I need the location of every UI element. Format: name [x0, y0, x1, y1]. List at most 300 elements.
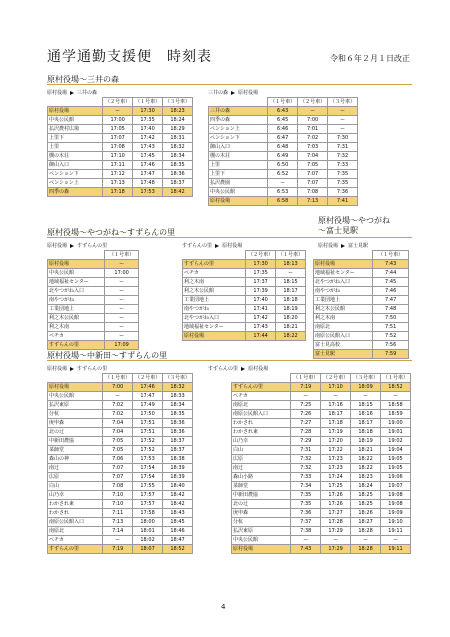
departure-time: 17:48 — [133, 179, 163, 188]
table-row — [209, 161, 358, 170]
departure-time: 17:51 — [133, 428, 163, 437]
stop-name: 地域福祉センター — [48, 278, 105, 287]
departure-time: ー — [105, 287, 139, 296]
stop-name: 森山小路 — [232, 473, 291, 482]
table-row — [232, 428, 411, 437]
stop-name: 原村役場 — [209, 197, 268, 206]
arrow-right-icon — [70, 91, 74, 95]
table-row — [209, 170, 358, 179]
departure-time: ー — [381, 392, 411, 401]
departure-time: 17:29 — [321, 527, 351, 536]
table-row — [48, 332, 139, 341]
table-row — [314, 287, 409, 296]
departure-time: 17:53 — [133, 188, 163, 197]
stop-name: 上里下 — [48, 134, 103, 143]
departure-time: 19:04 — [381, 446, 411, 455]
departure-time: 7:46 — [373, 287, 409, 296]
stop-name: ペンション上 — [48, 179, 103, 188]
stop-name: 工業団地上 — [183, 296, 246, 305]
stop-name: 利之木公民館 — [314, 305, 373, 314]
departure-time: ー — [351, 536, 381, 545]
table-row — [314, 341, 409, 350]
departure-time: 17:27 — [321, 509, 351, 518]
table-row — [183, 296, 306, 305]
departure-time: ー — [103, 107, 133, 116]
departure-time: 18:42 — [163, 188, 193, 197]
departure-time: 17:35 — [133, 116, 163, 125]
table-row — [48, 323, 139, 332]
departure-time: 17:12 — [103, 170, 133, 179]
departure-time: 18:15 — [276, 278, 306, 287]
departure-time: 17:30 — [246, 260, 276, 269]
departure-time: 6:47 — [268, 134, 298, 143]
column-header: （１号車） — [133, 98, 163, 107]
departure-time: 18:18 — [276, 296, 306, 305]
departure-time: 17:43 — [133, 143, 163, 152]
departure-time: 18:25 — [351, 491, 381, 500]
route-to: すずらんの里 — [77, 366, 108, 372]
table-row — [209, 116, 358, 125]
stop-name: すずらんの里 — [232, 383, 291, 392]
stop-name: 原村役場 — [48, 260, 105, 269]
stop-name: 払沢東原 — [232, 527, 291, 536]
route-from: 原村役場 — [47, 90, 68, 96]
table-row — [232, 536, 411, 545]
table-row — [209, 107, 358, 116]
table-row — [48, 287, 139, 296]
departure-time: 17:10 — [103, 152, 133, 161]
table-row — [232, 410, 411, 419]
departure-time: 7:07 — [103, 473, 133, 482]
table-row — [314, 332, 409, 341]
departure-time: 7:34 — [291, 482, 321, 491]
table-row — [48, 143, 193, 152]
table-row — [209, 134, 358, 143]
table-row — [314, 314, 409, 323]
departure-time: 18:32 — [163, 143, 193, 152]
stop-name: ベチカ — [183, 269, 246, 278]
departure-time: 18:38 — [163, 455, 193, 464]
departure-time: 18:29 — [163, 125, 193, 134]
arrow-right-icon — [341, 244, 345, 248]
departure-time: 7:43 — [291, 545, 321, 554]
departure-time: 18:37 — [163, 437, 193, 446]
revision-date: 令和６年２月１日改正 — [330, 54, 410, 63]
departure-time: 18:07 — [133, 545, 163, 554]
departure-time: 17:23 — [321, 455, 351, 464]
table-row — [48, 116, 193, 125]
stop-name: 庚申森 — [48, 419, 103, 428]
table-row — [209, 197, 358, 206]
departure-time: ー — [105, 305, 139, 314]
table-row — [232, 383, 411, 392]
departure-time: 18:46 — [163, 527, 193, 536]
departure-time: 7:07 — [298, 170, 328, 179]
departure-time: 17:42 — [133, 134, 163, 143]
departure-time: 7:31 — [328, 143, 358, 152]
route-header — [318, 242, 368, 249]
departure-time: ー — [321, 392, 351, 401]
stop-name: 中央公民館 — [48, 392, 103, 401]
column-header: （３号車） — [328, 98, 358, 107]
departure-time: 18:36 — [163, 419, 193, 428]
departure-time: 19:05 — [381, 455, 411, 464]
departure-time: 7:27 — [291, 419, 321, 428]
table-row — [314, 305, 409, 314]
departure-time: 7:33 — [291, 473, 321, 482]
table-header-row — [48, 98, 193, 107]
departure-time: 7:03 — [298, 143, 328, 152]
departure-time: 19:00 — [381, 419, 411, 428]
departure-time: 17:43 — [246, 323, 276, 332]
departure-time: 7:13 — [298, 197, 328, 206]
table-row — [48, 179, 193, 188]
departure-time: 18:09 — [351, 383, 381, 392]
table-header-row — [48, 251, 139, 260]
departure-time: 6:48 — [268, 143, 298, 152]
stop-name: ベチカ — [48, 536, 103, 545]
stop-name: 地域福祉センター — [183, 323, 246, 332]
departure-time: ー — [328, 116, 358, 125]
departure-time: 7:05 — [103, 446, 133, 455]
table-row — [314, 296, 409, 305]
departure-time: 17:47 — [133, 392, 163, 401]
stop-name: 原村役場 — [48, 107, 103, 116]
table-row — [232, 509, 411, 518]
departure-time: 17:10 — [321, 383, 351, 392]
departure-time: 7:05 — [103, 437, 133, 446]
departure-time: ー — [291, 392, 321, 401]
departure-time: 7:05 — [298, 161, 328, 170]
table-row — [48, 260, 139, 269]
stop-name: 中新田農協 — [232, 491, 291, 500]
table-row — [209, 152, 358, 161]
table-row — [48, 500, 193, 509]
arrow-right-icon — [215, 244, 219, 248]
departure-time: 6:52 — [268, 170, 298, 179]
table-row — [314, 269, 409, 278]
departure-time: 17:58 — [133, 509, 163, 518]
table-row — [48, 491, 193, 500]
table-row — [48, 518, 193, 527]
arrow-right-icon — [70, 244, 74, 248]
stop-name: 菜師堂 — [48, 446, 103, 455]
stop-name: 南原公民館入口 — [314, 332, 373, 341]
column-header: （２号車） — [103, 98, 133, 107]
stop-name: 広原 — [232, 455, 291, 464]
departure-time: 18:13 — [276, 260, 306, 269]
departure-time: 17:47 — [133, 170, 163, 179]
table-row — [232, 473, 411, 482]
departure-time: 7:37 — [291, 518, 321, 527]
table-row — [48, 401, 193, 410]
departure-time: 19:09 — [381, 509, 411, 518]
departure-time: 18:22 — [276, 332, 306, 341]
table-header-row — [232, 374, 411, 383]
departure-time: 18:36 — [163, 428, 193, 437]
table-row — [232, 392, 411, 401]
column-header: （１号車） — [381, 374, 411, 383]
route-from: すずらんの里 — [208, 366, 239, 372]
stop-name: 上里 — [48, 143, 103, 152]
table-row — [314, 260, 409, 269]
column-header: （１号車） — [276, 251, 306, 260]
departure-time: 7:41 — [328, 197, 358, 206]
departure-time: 6:46 — [268, 125, 298, 134]
departure-time: 18:42 — [163, 500, 193, 509]
route-to: 三井の森 — [77, 90, 98, 96]
departure-time: ー — [105, 260, 139, 269]
section-title-mitsui: 原村役場～三井の森 — [47, 75, 119, 84]
departure-time: 7:52 — [373, 332, 409, 341]
table-row — [314, 278, 409, 287]
column-header: （１号車） — [373, 251, 409, 260]
departure-time: 19:07 — [381, 482, 411, 491]
stop-name: わかされ東 — [232, 428, 291, 437]
departure-time: 18:25 — [351, 500, 381, 509]
departure-time: 19:06 — [381, 473, 411, 482]
departure-time: 7:36 — [291, 509, 321, 518]
departure-time: 7:00 — [298, 116, 328, 125]
table-row — [48, 188, 193, 197]
departure-time: 18:33 — [163, 392, 193, 401]
column-header: （２号車） — [133, 374, 163, 383]
table-row — [183, 305, 306, 314]
departure-time: ー — [298, 107, 328, 116]
departure-time: 7:08 — [103, 482, 133, 491]
stop-name: ペンション下 — [209, 134, 268, 143]
departure-time: 7:32 — [291, 455, 321, 464]
table-row — [232, 518, 411, 527]
table-row — [209, 179, 358, 188]
departure-time: 18:59 — [381, 410, 411, 419]
route-from: 原村役場 — [47, 366, 68, 372]
header-blank — [183, 251, 246, 260]
table-row — [209, 188, 358, 197]
table-row — [48, 170, 193, 179]
departure-time: 17:46 — [133, 161, 163, 170]
departure-time: ー — [328, 125, 358, 134]
stop-name: 白山 — [48, 482, 103, 491]
departure-time: 17:57 — [133, 500, 163, 509]
table-row — [48, 278, 139, 287]
departure-time: 17:18 — [321, 419, 351, 428]
departure-time: 18:52 — [381, 383, 411, 392]
departure-time: 17:54 — [133, 473, 163, 482]
departure-time: 18:39 — [163, 464, 193, 473]
departure-time: 7:07 — [103, 464, 133, 473]
stop-name: 三井の森 — [209, 107, 268, 116]
section-rule — [47, 237, 412, 238]
departure-time: 18:35 — [163, 161, 193, 170]
stop-name: 森山の神 — [48, 455, 103, 464]
departure-time: 19:05 — [381, 464, 411, 473]
table-row — [48, 296, 139, 305]
departure-time: 17:25 — [321, 482, 351, 491]
table-row — [183, 260, 306, 269]
departure-time: 7:48 — [373, 305, 409, 314]
departure-time: ー — [105, 296, 139, 305]
departure-time: 7:32 — [328, 152, 358, 161]
table-row — [209, 143, 358, 152]
departure-time: 7:26 — [291, 410, 321, 419]
departure-time: ー — [105, 323, 139, 332]
departure-time: 17:13 — [103, 179, 133, 188]
header-blank — [48, 374, 103, 383]
table-row — [183, 287, 306, 296]
departure-time: 17:51 — [133, 419, 163, 428]
table-row — [183, 323, 306, 332]
departure-time: 18:15 — [351, 401, 381, 410]
departure-time: 18:39 — [163, 473, 193, 482]
departure-time: 7:50 — [373, 314, 409, 323]
departure-time: 7:29 — [291, 437, 321, 446]
departure-time: 18:02 — [133, 536, 163, 545]
stop-name: 南原北 — [48, 527, 103, 536]
stop-name: 四季の森 — [209, 116, 268, 125]
stop-name: 中央公民館 — [232, 536, 291, 545]
stop-name: 利之木南 — [314, 314, 373, 323]
stop-name: ペンション下 — [48, 170, 103, 179]
timetable-mitsui-inbound — [208, 97, 358, 206]
departure-time: 17:08 — [103, 143, 133, 152]
stop-name: わかされ東 — [48, 500, 103, 509]
stop-name: 富士見高校 — [314, 341, 373, 350]
departure-time: 19:08 — [381, 491, 411, 500]
route-from: 三井の森 — [208, 90, 229, 96]
departure-time: 17:55 — [133, 482, 163, 491]
stop-name: 南辻 — [232, 464, 291, 473]
table-row — [48, 383, 193, 392]
table-row — [48, 152, 193, 161]
departure-time: 18:47 — [163, 536, 193, 545]
departure-time: ー — [291, 536, 321, 545]
table-header-row — [48, 374, 193, 383]
departure-time: 18:20 — [276, 314, 306, 323]
table-row — [48, 341, 139, 350]
table-row — [232, 545, 411, 554]
column-header: （２号車） — [246, 251, 276, 260]
departure-time: 17:39 — [246, 287, 276, 296]
stop-name: 南やつがね — [48, 296, 105, 305]
departure-time: 18:31 — [163, 134, 193, 143]
departure-time: 7:11 — [103, 509, 133, 518]
table-row — [48, 536, 193, 545]
stop-name: ペンション上 — [209, 125, 268, 134]
route-to: すずらんの里 — [77, 243, 108, 249]
departure-time: 7:45 — [373, 278, 409, 287]
departure-time: 6:53 — [268, 188, 298, 197]
stop-name: 北の辻 — [48, 428, 103, 437]
table-row — [314, 350, 409, 359]
header-blank — [209, 98, 268, 107]
departure-time: 17:46 — [133, 383, 163, 392]
departure-time: 6:43 — [268, 107, 298, 116]
departure-time: 6:50 — [268, 161, 298, 170]
departure-time: 7:02 — [298, 134, 328, 143]
departure-time: ー — [268, 179, 298, 188]
stop-name: 原村役場 — [183, 332, 246, 341]
table-row — [183, 332, 306, 341]
departure-time: 7:10 — [103, 491, 133, 500]
departure-time: 17:53 — [133, 455, 163, 464]
arrow-right-icon — [241, 367, 245, 371]
departure-time: 17:37 — [246, 278, 276, 287]
departure-time: 7:01 — [298, 125, 328, 134]
departure-time: ー — [276, 269, 306, 278]
departure-time: 17:09 — [105, 341, 139, 350]
departure-time: 7:07 — [298, 179, 328, 188]
table-row — [232, 482, 411, 491]
departure-time: 18:43 — [163, 509, 193, 518]
departure-time: 7:44 — [373, 269, 409, 278]
departure-time: 7:19 — [291, 383, 321, 392]
departure-time: 17:00 — [105, 269, 139, 278]
table-row — [232, 491, 411, 500]
departure-time: 17:30 — [133, 107, 163, 116]
departure-time: 19:02 — [381, 437, 411, 446]
stop-name: 分杭 — [232, 518, 291, 527]
departure-time: 18:37 — [163, 179, 193, 188]
table-row — [183, 278, 306, 287]
departure-time: ー — [321, 536, 351, 545]
departure-time: 17:54 — [133, 464, 163, 473]
departure-time: 19:08 — [381, 500, 411, 509]
stop-name: 工業団地上 — [314, 296, 373, 305]
stop-name: すずらんの里 — [48, 341, 105, 350]
table-row — [48, 446, 193, 455]
stop-name: 山乃幸 — [232, 437, 291, 446]
departure-time: 17:18 — [103, 188, 133, 197]
departure-time: 7:31 — [291, 446, 321, 455]
stop-name: 南やつがね — [183, 305, 246, 314]
departure-time: 18:35 — [163, 410, 193, 419]
route-to: 原村役場 — [238, 90, 259, 96]
departure-time: 17:23 — [321, 464, 351, 473]
departure-time: 18:23 — [351, 473, 381, 482]
stop-name: 地域福祉センター — [314, 269, 373, 278]
departure-time: 7:51 — [373, 323, 409, 332]
route-to: 原村役場 — [248, 366, 269, 372]
departure-time: 18:18 — [351, 428, 381, 437]
stop-name: 払沢農村広場 — [48, 125, 103, 134]
route-header — [47, 365, 107, 372]
departure-time: 17:40 — [246, 296, 276, 305]
departure-time: 19:01 — [381, 428, 411, 437]
departure-time: ー — [105, 332, 139, 341]
arrow-right-icon — [231, 91, 235, 95]
departure-time: 18:22 — [351, 455, 381, 464]
departure-time: 7:10 — [103, 500, 133, 509]
departure-time: 18:36 — [163, 170, 193, 179]
departure-time: 6:49 — [268, 152, 298, 161]
departure-time: 7:43 — [373, 260, 409, 269]
departure-time: 17:52 — [133, 446, 163, 455]
stop-name: わかされ — [48, 509, 103, 518]
departure-time: 18:34 — [163, 152, 193, 161]
table-row — [48, 437, 193, 446]
departure-time: 18:28 — [351, 545, 381, 554]
table-row — [232, 464, 411, 473]
departure-time: 18:27 — [351, 518, 381, 527]
column-header: （２号車） — [298, 98, 328, 107]
departure-time: ー — [328, 107, 358, 116]
departure-time: 6:58 — [268, 197, 298, 206]
table-row — [48, 134, 193, 143]
stop-name: 槻の木荘 — [48, 152, 103, 161]
table-row — [232, 455, 411, 464]
departure-time: 7:36 — [328, 188, 358, 197]
